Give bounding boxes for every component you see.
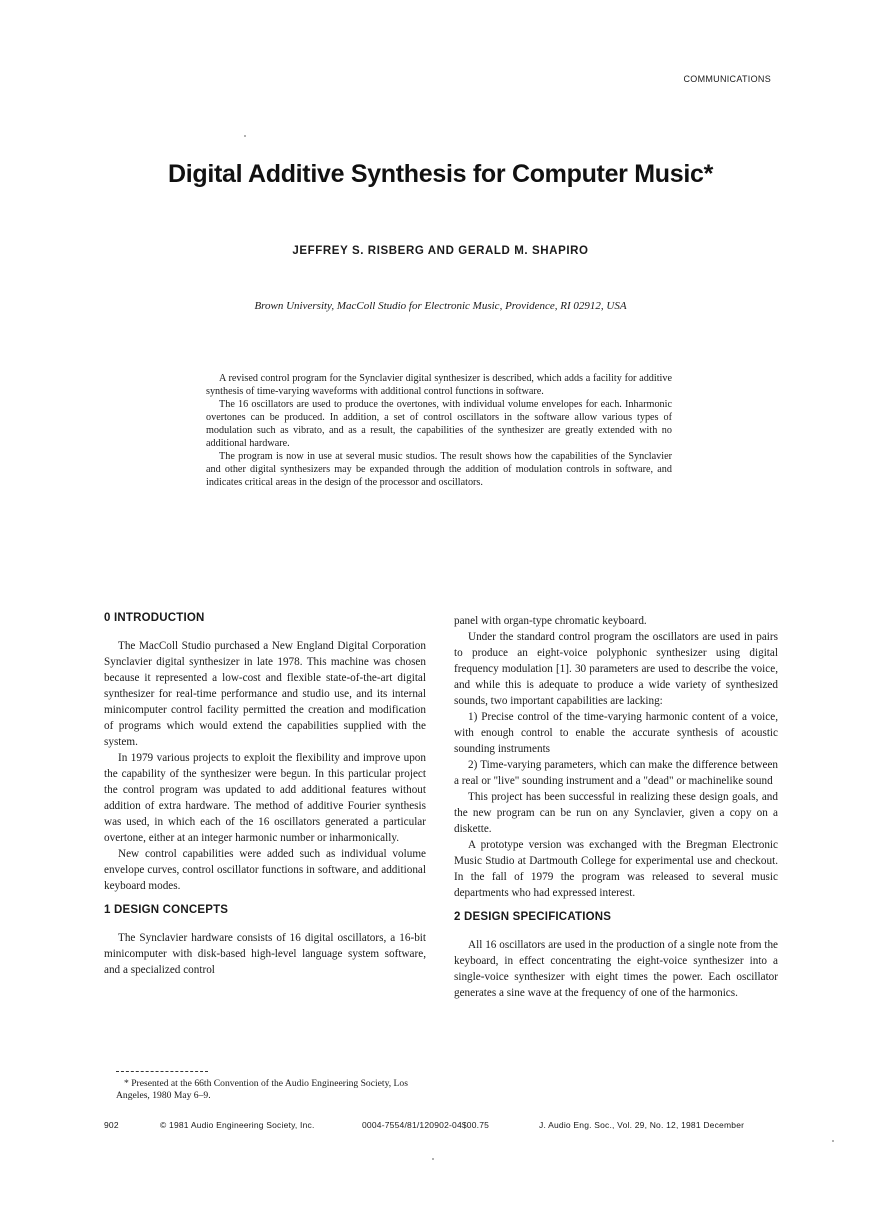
footer-page-number: 902 — [104, 1120, 119, 1130]
body-paragraph: A prototype version was exchanged with the Bregman Electronic Music Studio at Dartmouth College for experimental use and checkout. In the fall of 1979 the program was released to several music departments who had expressed interest. — [454, 839, 778, 899]
abstract-paragraph: A revised control program for the Synclavier digital synthesizer is described, which adds a facility for additive synthesis of time-varying waveforms with additional control functions in software. — [206, 373, 672, 397]
body-paragraph-continued: panel with organ-type chromatic keyboard. — [454, 615, 647, 627]
abstract-paragraph: The program is now in use at several music studios. The result shows how the capabilities of the Synclavier and other digital synthesizers may be expanded through the addition of modulation controls in software, and indicates critical areas in the design of the processor and oscillators. — [206, 451, 672, 488]
body-paragraph: The Synclavier hardware consists of 16 digital oscillators, a 16-bit minicomputer with disk-based high-level language system software, and a specialized control — [104, 932, 426, 976]
footnote-rule — [116, 1071, 208, 1072]
section-heading-design-specifications: 2 DESIGN SPECIFICATIONS — [454, 911, 612, 923]
paper-authors: JEFFREY S. RISBERG AND GERALD M. SHAPIRO — [292, 245, 589, 257]
running-head: COMMUNICATIONS — [683, 74, 771, 84]
body-paragraph: 1) Precise control of the time-varying harmonic content of a voice, with enough control to enable the accurate synthesis of acoustic sounding instruments — [454, 711, 778, 755]
abstract-paragraph: The 16 oscillators are used to produce the overtones, with individual volume envelopes for each. Inharmonic overtones can be produced. In addition, a set of control oscillators in the software allow various types of modulation such as vibrato, and as a result, the capabilities of the synthesizer are greatly extended with no additional hardware. — [206, 399, 672, 449]
footer-code: 0004-7554/81/120902-04$00.75 — [362, 1120, 490, 1130]
body-paragraph: New control capabilities were added such as individual volume envelope curves, control oscillator functions in software, and additional keyboard modes. — [104, 848, 426, 892]
paper-affiliation: Brown University, MacColl Studio for Electronic Music, Providence, RI 02912, USA — [254, 300, 627, 312]
paper-title: Digital Additive Synthesis for Computer Music* — [167, 160, 714, 188]
section-heading-introduction: 0 INTRODUCTION — [104, 612, 205, 624]
right-column — [454, 613, 778, 1001]
scan-speck — [432, 1158, 434, 1160]
scan-speck — [244, 135, 246, 137]
body-paragraph: 2) Time-varying parameters, which can make the difference between a real or "live" sounding instrument and a "dead" or machinelike sound — [454, 759, 778, 787]
body-paragraph: Under the standard control program the oscillators are used in pairs to produce an eight-voice polyphonic synthesizer using digital frequency modulation [1]. 30 parameters are used to describe the voice, and while this is adequate to produce a wide variety of synthesized sounds, two important capabilities are lacking: — [454, 631, 778, 707]
body-paragraph: This project has been successful in realizing these design goals, and the new program can be run on any Synclavier, given a copy on a diskette. — [454, 791, 778, 835]
left-column — [104, 612, 426, 978]
body-paragraph: In 1979 various projects to exploit the flexibility and improve upon the capability of the synthesizer were begun. In this particular project the control program was updated to add additional features without addition of extra hardware. The method of additive Fourier synthesis was used, in which each of the 16 oscillators generated a particular overtone, either at an integer harmonic number or inharmonically. — [104, 752, 426, 844]
footer-copyright: © 1981 Audio Engineering Society, Inc. — [160, 1120, 315, 1130]
footnote: * Presented at the 66th Convention of the Audio Engineering Society, Los Angeles, 1980 May 6–9. — [116, 1078, 408, 1101]
scan-speck — [832, 1140, 834, 1142]
footer-journal: J. Audio Eng. Soc., Vol. 29, No. 12, 1981 December — [539, 1120, 745, 1130]
body-paragraph: The MacColl Studio purchased a New England Digital Corporation Synclavier digital synthesizer in late 1978. This machine was chosen because it represented a low-cost and flexible state-of-the-art digital synthesizer for real-time performance and studio use, and its internal minicomputer control facility permitted the creation and modification of programs which would extend the capabilities supplied with the system. — [104, 640, 426, 748]
body-paragraph: All 16 oscillators are used in the production of a single note from the keyboard, in effect concentrating the eight-voice synthesizer into a single-voice synthesizer with eight times the power. Each oscillator generates a sine wave at the frequency of one of the harmonics. — [454, 939, 778, 999]
section-heading-design-concepts: 1 DESIGN CONCEPTS — [104, 904, 229, 916]
abstract — [206, 372, 672, 489]
